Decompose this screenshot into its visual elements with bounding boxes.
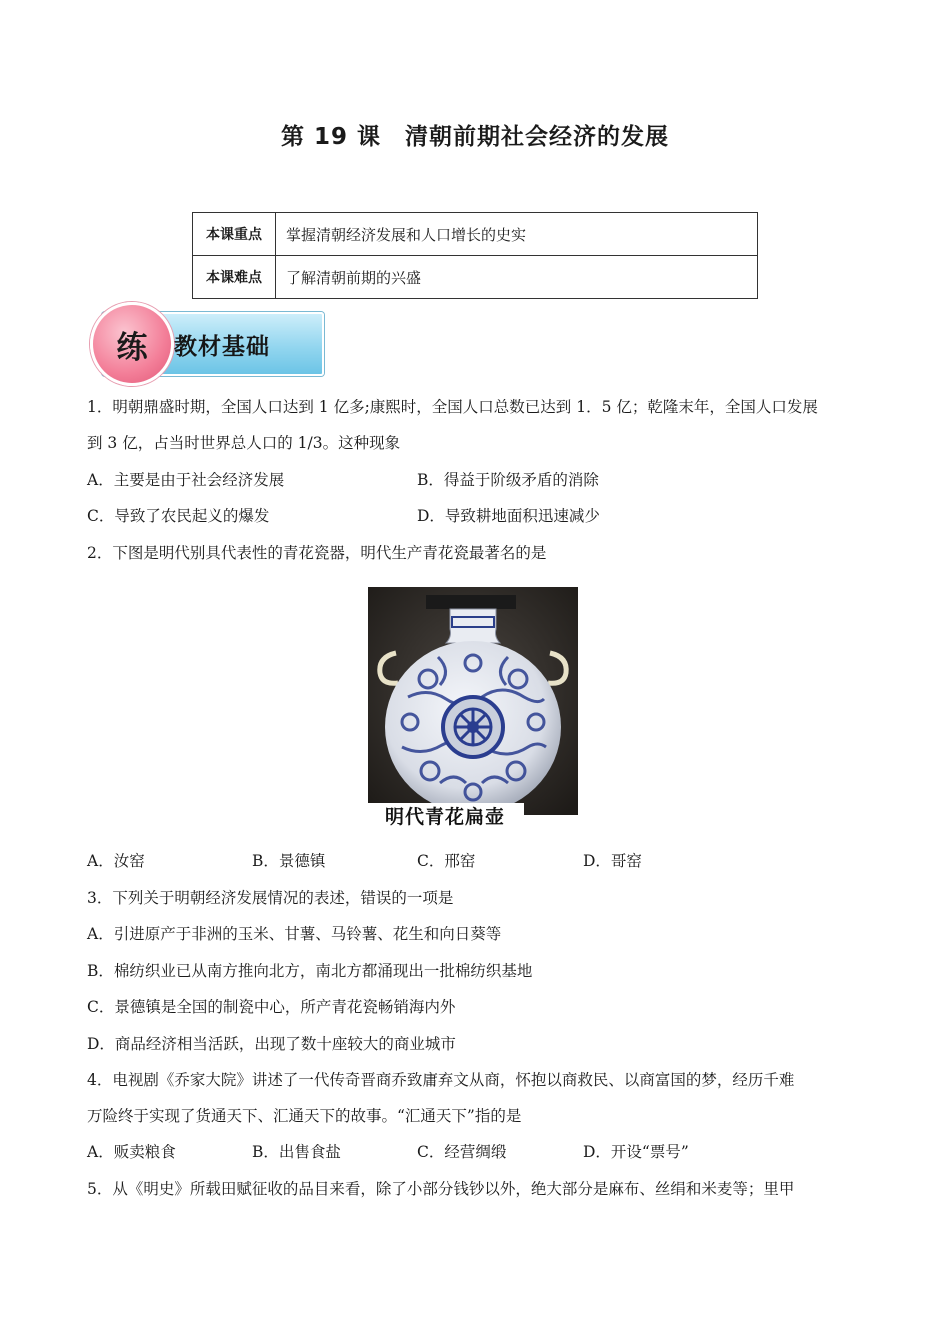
- q2-option-b: B．景德镇: [252, 852, 326, 870]
- banner-text: 教材基础: [174, 334, 270, 360]
- lesson-focus-table: [192, 212, 758, 299]
- q5-stem-line1: 5．从《明史》所载田赋征收的品目来看，除了小部分钱钞以外，绝大部分是麻布、丝绢和米麦等；里甲: [87, 1180, 795, 1198]
- q3-option-c: C．景德镇是全国的制瓷中心，所产青花瓷畅销海内外: [87, 998, 456, 1016]
- q4-option-a: A．贩卖粮食: [87, 1143, 176, 1161]
- q4-option-d: D．开设“票号”: [583, 1143, 689, 1161]
- focus-row-difficulty: [193, 256, 758, 299]
- q3-option-b: B．棉纺织业已从南方推向北方，南北方都涌现出一批棉纺织基地: [87, 962, 533, 980]
- q1-option-d: D．导致耕地面积迅速减少: [417, 507, 600, 525]
- q1-option-a: A．主要是由于社会经济发展: [87, 471, 285, 489]
- section-banner: [88, 302, 322, 384]
- q2-option-d: D．哥窑: [583, 852, 642, 870]
- focus-row-key-points: [193, 213, 758, 256]
- q1-stem-line1: 1．明朝鼎盛时期，全国人口达到 1 亿多;康熙时，全国人口总数已达到 1．5 亿；乾隆末年，全国人口发展: [87, 398, 818, 416]
- q1-stem-line2: 到 3 亿，占当时世界总人口的 1/3。这种现象: [87, 434, 401, 452]
- focus-key-label: 本课重点: [193, 213, 276, 256]
- q3-stem-line1: 3．下列关于明朝经济发展情况的表述，错误的一项是: [87, 889, 454, 907]
- q1-option-b: B．得益于阶级矛盾的消除: [417, 471, 599, 489]
- q1-option-c: C．导致了农民起义的爆发: [87, 507, 270, 525]
- image-caption: 明代青花扁壶: [366, 803, 524, 831]
- q4-option-b: B．出售食盐: [252, 1143, 341, 1161]
- q2-option-a: A．汝窑: [87, 852, 145, 870]
- porcelain-flask-image: [368, 587, 578, 815]
- q4-stem-line1: 4．电视剧《乔家大院》讲述了一代传奇晋商乔致庸弃文从商，怀抱以商救民、以商富国的梦，经历千难: [87, 1071, 795, 1089]
- focus-key-value: 掌握清朝经济发展和人口增长的史实: [276, 213, 758, 256]
- banner-badge: 练: [90, 302, 174, 386]
- blue-white-flask-illustration: [368, 587, 578, 815]
- q4-stem-line2: 万险终于实现了货通天下、汇通天下的故事。“汇通天下”指的是: [87, 1107, 522, 1125]
- q2-option-c: C．邢窑: [417, 852, 476, 870]
- focus-difficulty-label: 本课难点: [193, 256, 276, 299]
- q2-stem-line1: 2．下图是明代别具代表性的青花瓷器，明代生产青花瓷最著名的是: [87, 544, 547, 562]
- q3-option-a: A．引进原产于非洲的玉米、甘薯、马铃薯、花生和向日葵等: [87, 925, 502, 943]
- lesson-title: 第 19 课 清朝前期社会经济的发展: [280, 124, 670, 150]
- focus-difficulty-value: 了解清朝前期的兴盛: [276, 256, 758, 299]
- q3-option-d: D．商品经济相当活跃，出现了数十座较大的商业城市: [87, 1035, 456, 1053]
- q4-option-c: C．经营绸缎: [417, 1143, 507, 1161]
